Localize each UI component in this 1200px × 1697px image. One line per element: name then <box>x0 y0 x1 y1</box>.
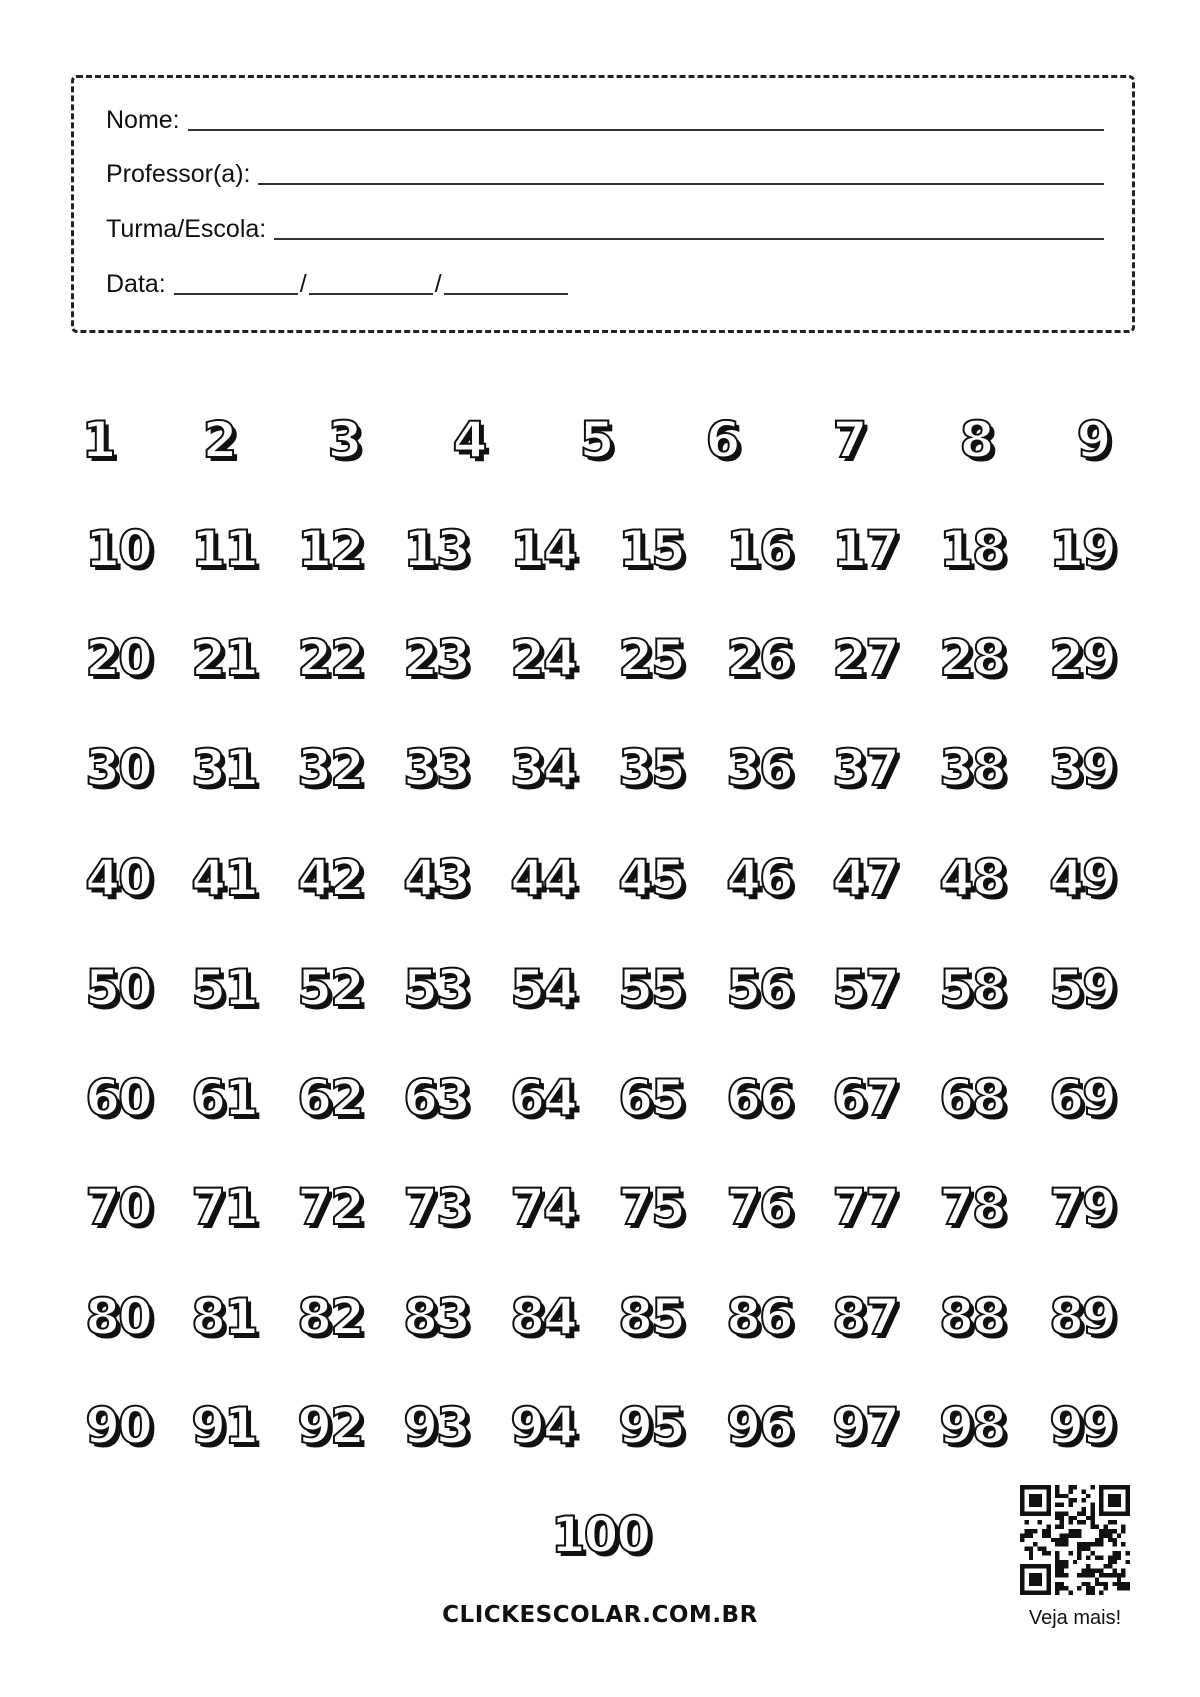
number-19: 19 <box>1049 520 1115 578</box>
number-70: 70 <box>85 1178 151 1236</box>
number-69: 69 <box>1049 1069 1115 1127</box>
number-88: 88 <box>939 1288 1005 1346</box>
teacher-line[interactable] <box>258 183 1104 185</box>
number-47: 47 <box>832 849 898 907</box>
number-22: 22 <box>297 629 363 687</box>
name-label: Nome: <box>106 106 180 134</box>
number-36: 36 <box>726 739 792 797</box>
number-1: 1 <box>81 411 115 469</box>
number-34: 34 <box>510 739 576 797</box>
number-81: 81 <box>191 1288 257 1346</box>
number-23: 23 <box>403 629 469 687</box>
class-school-label: Turma/Escola: <box>106 215 267 243</box>
number-39: 39 <box>1049 739 1115 797</box>
number-9: 9 <box>1076 411 1110 469</box>
number-83: 83 <box>403 1288 469 1346</box>
number-40: 40 <box>85 849 151 907</box>
number-84: 84 <box>510 1288 576 1346</box>
number-20: 20 <box>85 629 151 687</box>
number-35: 35 <box>618 739 684 797</box>
number-59: 59 <box>1049 959 1115 1017</box>
number-62: 62 <box>297 1069 363 1127</box>
number-32: 32 <box>297 739 363 797</box>
number-2: 2 <box>202 411 236 469</box>
number-89: 89 <box>1049 1288 1115 1346</box>
number-38: 38 <box>939 739 1005 797</box>
date-month-line[interactable] <box>309 293 433 295</box>
number-96: 96 <box>726 1397 792 1455</box>
number-55: 55 <box>618 959 684 1017</box>
number-13: 13 <box>403 520 469 578</box>
number-74: 74 <box>510 1178 576 1236</box>
number-63: 63 <box>403 1069 469 1127</box>
number-16: 16 <box>726 520 792 578</box>
date-field[interactable] <box>106 272 568 297</box>
number-92: 92 <box>297 1397 363 1455</box>
number-41: 41 <box>191 849 257 907</box>
number-25: 25 <box>618 629 684 687</box>
name-line[interactable] <box>188 129 1104 131</box>
qr-code-icon[interactable] <box>1020 1485 1130 1595</box>
number-48: 48 <box>939 849 1005 907</box>
number-11: 11 <box>191 520 257 578</box>
number-78: 78 <box>939 1178 1005 1236</box>
number-46: 46 <box>726 849 792 907</box>
number-33: 33 <box>403 739 469 797</box>
number-99: 99 <box>1049 1397 1115 1455</box>
class-school-line[interactable] <box>274 238 1104 240</box>
number-31: 31 <box>191 739 257 797</box>
number-60: 60 <box>85 1069 151 1127</box>
number-21: 21 <box>191 629 257 687</box>
student-info-box <box>71 75 1135 333</box>
number-45: 45 <box>618 849 684 907</box>
number-82: 82 <box>297 1288 363 1346</box>
number-87: 87 <box>832 1288 898 1346</box>
number-95: 95 <box>618 1397 684 1455</box>
number-58: 58 <box>939 959 1005 1017</box>
number-29: 29 <box>1049 629 1115 687</box>
number-50: 50 <box>85 959 151 1017</box>
number-43: 43 <box>403 849 469 907</box>
number-98: 98 <box>939 1397 1005 1455</box>
number-57: 57 <box>832 959 898 1017</box>
qr-caption: Veja mais! <box>1028 1607 1122 1629</box>
number-86: 86 <box>726 1288 792 1346</box>
number-53: 53 <box>403 959 469 1017</box>
number-27: 27 <box>832 629 898 687</box>
number-10: 10 <box>85 520 151 578</box>
number-66: 66 <box>726 1069 792 1127</box>
date-day-line[interactable] <box>174 293 298 295</box>
number-94: 94 <box>510 1397 576 1455</box>
number-5: 5 <box>579 411 613 469</box>
number-85: 85 <box>618 1288 684 1346</box>
date-year-line[interactable] <box>444 293 568 295</box>
number-51: 51 <box>191 959 257 1017</box>
number-8: 8 <box>959 411 993 469</box>
number-75: 75 <box>618 1178 684 1236</box>
number-91: 91 <box>191 1397 257 1455</box>
number-14: 14 <box>510 520 576 578</box>
number-17: 17 <box>832 520 898 578</box>
number-56: 56 <box>726 959 792 1017</box>
number-61: 61 <box>191 1069 257 1127</box>
number-28: 28 <box>939 629 1005 687</box>
number-79: 79 <box>1049 1178 1115 1236</box>
date-separator: / <box>299 270 307 298</box>
number-71: 71 <box>191 1178 257 1236</box>
number-93: 93 <box>403 1397 469 1455</box>
date-separator: / <box>434 270 442 298</box>
number-18: 18 <box>939 520 1005 578</box>
number-90: 90 <box>85 1397 151 1455</box>
number-44: 44 <box>510 849 576 907</box>
number-73: 73 <box>403 1178 469 1236</box>
number-6: 6 <box>705 411 739 469</box>
number-65: 65 <box>618 1069 684 1127</box>
number-72: 72 <box>297 1178 363 1236</box>
number-12: 12 <box>297 520 363 578</box>
class-school-field[interactable] <box>106 217 1104 242</box>
number-3: 3 <box>327 411 361 469</box>
number-49: 49 <box>1049 849 1115 907</box>
number-77: 77 <box>832 1178 898 1236</box>
number-42: 42 <box>297 849 363 907</box>
number-100: 100 <box>550 1506 650 1564</box>
number-37: 37 <box>832 739 898 797</box>
teacher-field[interactable] <box>106 162 1104 187</box>
number-54: 54 <box>510 959 576 1017</box>
number-52: 52 <box>297 959 363 1017</box>
number-68: 68 <box>939 1069 1005 1127</box>
number-64: 64 <box>510 1069 576 1127</box>
website-footer: CLICKESCOLAR.COM.BR <box>442 1602 758 1628</box>
name-field[interactable] <box>106 108 1104 133</box>
teacher-label: Professor(a): <box>106 160 251 188</box>
number-24: 24 <box>510 629 576 687</box>
number-97: 97 <box>832 1397 898 1455</box>
date-label: Data: <box>106 270 166 298</box>
number-15: 15 <box>618 520 684 578</box>
number-80: 80 <box>85 1288 151 1346</box>
number-26: 26 <box>726 629 792 687</box>
number-4: 4 <box>452 411 486 469</box>
number-67: 67 <box>832 1069 898 1127</box>
number-76: 76 <box>726 1178 792 1236</box>
number-30: 30 <box>85 739 151 797</box>
number-7: 7 <box>832 411 866 469</box>
